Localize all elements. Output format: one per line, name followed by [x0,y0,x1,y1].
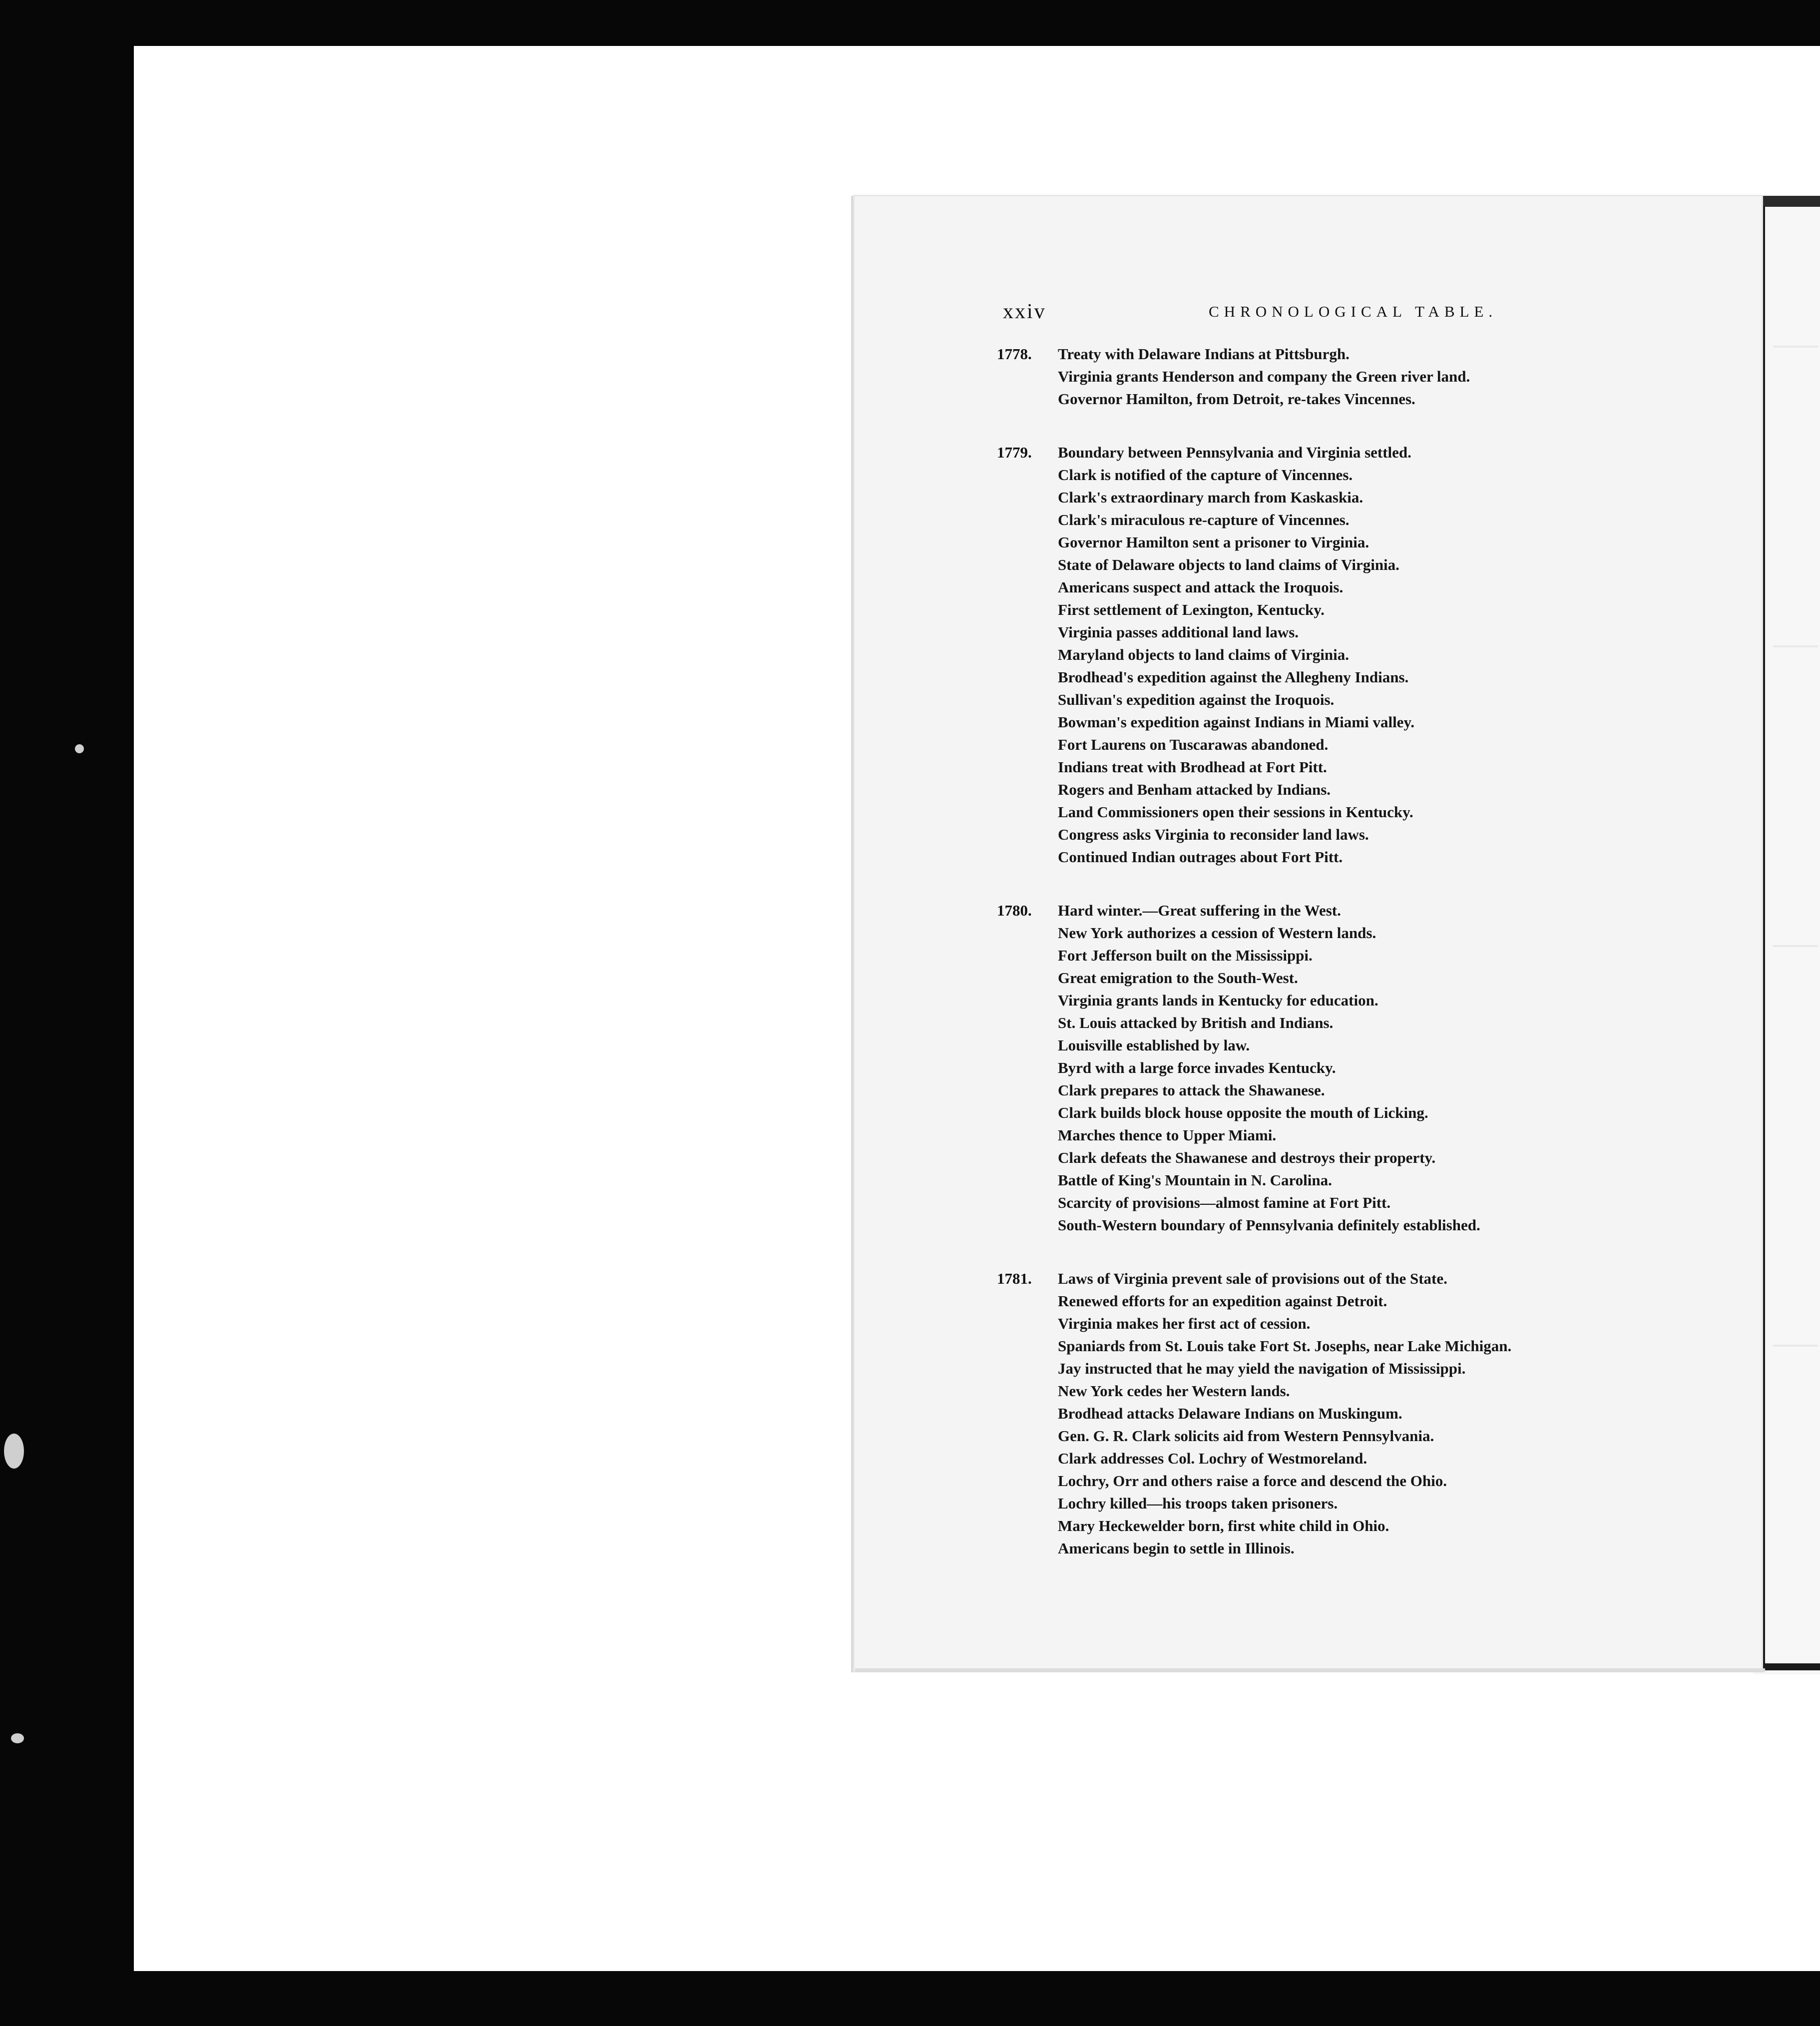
event-list [1058,899,1706,1236]
page-header [1003,300,1512,330]
event-item: Brodhead attacks Delaware Indians on Muskingum. [1058,1405,1402,1422]
page-number: xxiv [1003,300,1046,323]
scan-border-bottom [0,1971,1820,2026]
event-item: Americans suspect and attack the Iroquois. [1058,578,1344,596]
year-label: 1779. [997,444,1032,461]
event-item: Gen. G. R. Clark solicits aid from Western Pennsylvania. [1058,1427,1434,1445]
event-item: Land Commissioners open their sessions in Kentucky. [1058,803,1413,821]
event-item: Clark's extraordinary march from Kaskaskia. [1058,489,1364,506]
event-item: State of Delaware objects to land claims of Virginia. [1058,556,1399,573]
event-item: Marches thence to Upper Miami. [1058,1126,1277,1144]
event-item: Mary Heckewelder born, first white child in Ohio. [1058,1517,1389,1534]
adjacent-page-top-shadow [1753,196,1820,207]
event-item: Jay instructed that he may yield the navigation of Mississippi. [1058,1360,1466,1377]
event-item: Bowman's expedition against Indians in Miami valley. [1058,713,1414,731]
show-through-line [1773,346,1818,348]
event-item: Sullivan's expedition against the Iroquois. [1058,691,1335,708]
event-item: Great emigration to the South-West. [1058,969,1298,987]
year-block-1780 [997,899,1706,1236]
event-item: Fort Jefferson built on the Mississippi. [1058,947,1313,964]
show-through-line [1773,645,1818,647]
event-item: Rogers and Benham attacked by Indians. [1058,781,1331,798]
event-item: Clark builds block house opposite the mouth of Licking. [1058,1104,1428,1121]
event-item: Maryland objects to land claims of Virginia. [1058,646,1349,663]
event-item: Virginia grants Henderson and company the Green river land. [1058,368,1470,385]
event-item: Clark defeats the Shawanese and destroys their property. [1058,1149,1436,1166]
event-item: New York authorizes a cession of Western lands. [1058,924,1376,942]
event-list [1058,343,1706,410]
event-item: Virginia passes additional land laws. [1058,623,1299,641]
event-item: Congress asks Virginia to reconsider land laws. [1058,826,1369,843]
year-block-1779 [997,441,1706,868]
event-item: Clark addresses Col. Lochry of Westmoreland. [1058,1450,1367,1467]
event-item: Indians treat with Brodhead at Fort Pitt. [1058,758,1327,776]
event-item: Boundary between Pennsylvania and Virginia settled. [1058,444,1411,461]
event-item: Scarcity of provisions—almost famine at Fort Pitt. [1058,1194,1391,1211]
year-label: 1781. [997,1270,1032,1287]
year-block-1778 [997,343,1706,410]
event-item: Clark prepares to attack the Shawanese. [1058,1081,1325,1099]
event-item: Clark's miraculous re-capture of Vincennes. [1058,511,1350,528]
event-list [1058,1267,1706,1559]
event-item: Laws of Virginia prevent sale of provisions out of the State. [1058,1270,1447,1287]
year-label: 1778. [997,345,1032,363]
event-item: Hard winter.—Great suffering in the West. [1058,902,1341,919]
scan-border-left [0,0,134,2026]
event-item: St. Louis attacked by British and Indians. [1058,1014,1334,1031]
event-item: Lochry killed—his troops taken prisoners. [1058,1495,1338,1512]
event-item: Governor Hamilton, from Detroit, re-takes Vincennes. [1058,390,1415,408]
event-item: Virginia makes her first act of cession. [1058,1315,1311,1332]
page-edge-bottom [855,1668,1765,1672]
year-label: 1780. [997,902,1032,919]
event-item: Virginia grants lands in Kentucky for education. [1058,992,1378,1009]
event-item: Battle of King's Mountain in N. Carolina. [1058,1171,1332,1189]
event-item: Continued Indian outrages about Fort Pitt. [1058,848,1343,866]
scan-speck [4,1434,24,1469]
event-item: Lochry, Orr and others raise a force and descend the Ohio. [1058,1472,1447,1490]
event-item: Clark is notified of the capture of Vincennes. [1058,466,1353,484]
show-through-line [1773,1345,1818,1347]
scan-speck [11,1733,24,1743]
event-item: Governor Hamilton sent a prisoner to Virginia. [1058,533,1369,551]
adjacent-page [1753,196,1820,1674]
event-item: Treaty with Delaware Indians at Pittsburgh. [1058,345,1350,363]
event-item: First settlement of Lexington, Kentucky. [1058,601,1325,618]
event-item: Brodhead's expedition against the Allegheny Indians. [1058,668,1409,686]
scan-border-top [0,0,1820,46]
event-item: Spaniards from St. Louis take Fort St. Josephs, near Lake Michigan. [1058,1337,1512,1355]
event-item: Fort Laurens on Tuscarawas abandoned. [1058,736,1329,753]
chronology-list [997,343,1706,1590]
scan-speck [75,744,84,753]
event-item: Americans begin to settle in Illinois. [1058,1539,1295,1557]
event-item: Byrd with a large force invades Kentucky. [1058,1059,1336,1076]
event-item: New York cedes her Western lands. [1058,1382,1290,1400]
event-item: Louisville established by law. [1058,1036,1250,1054]
show-through-line [1773,945,1818,947]
running-title: CHRONOLOGICAL TABLE. [1209,303,1498,320]
event-item: South-Western boundary of Pennsylvania definitely established. [1058,1216,1480,1234]
event-item: Renewed efforts for an expedition against Detroit. [1058,1292,1387,1310]
year-block-1781 [997,1267,1706,1559]
event-list [1058,441,1706,868]
